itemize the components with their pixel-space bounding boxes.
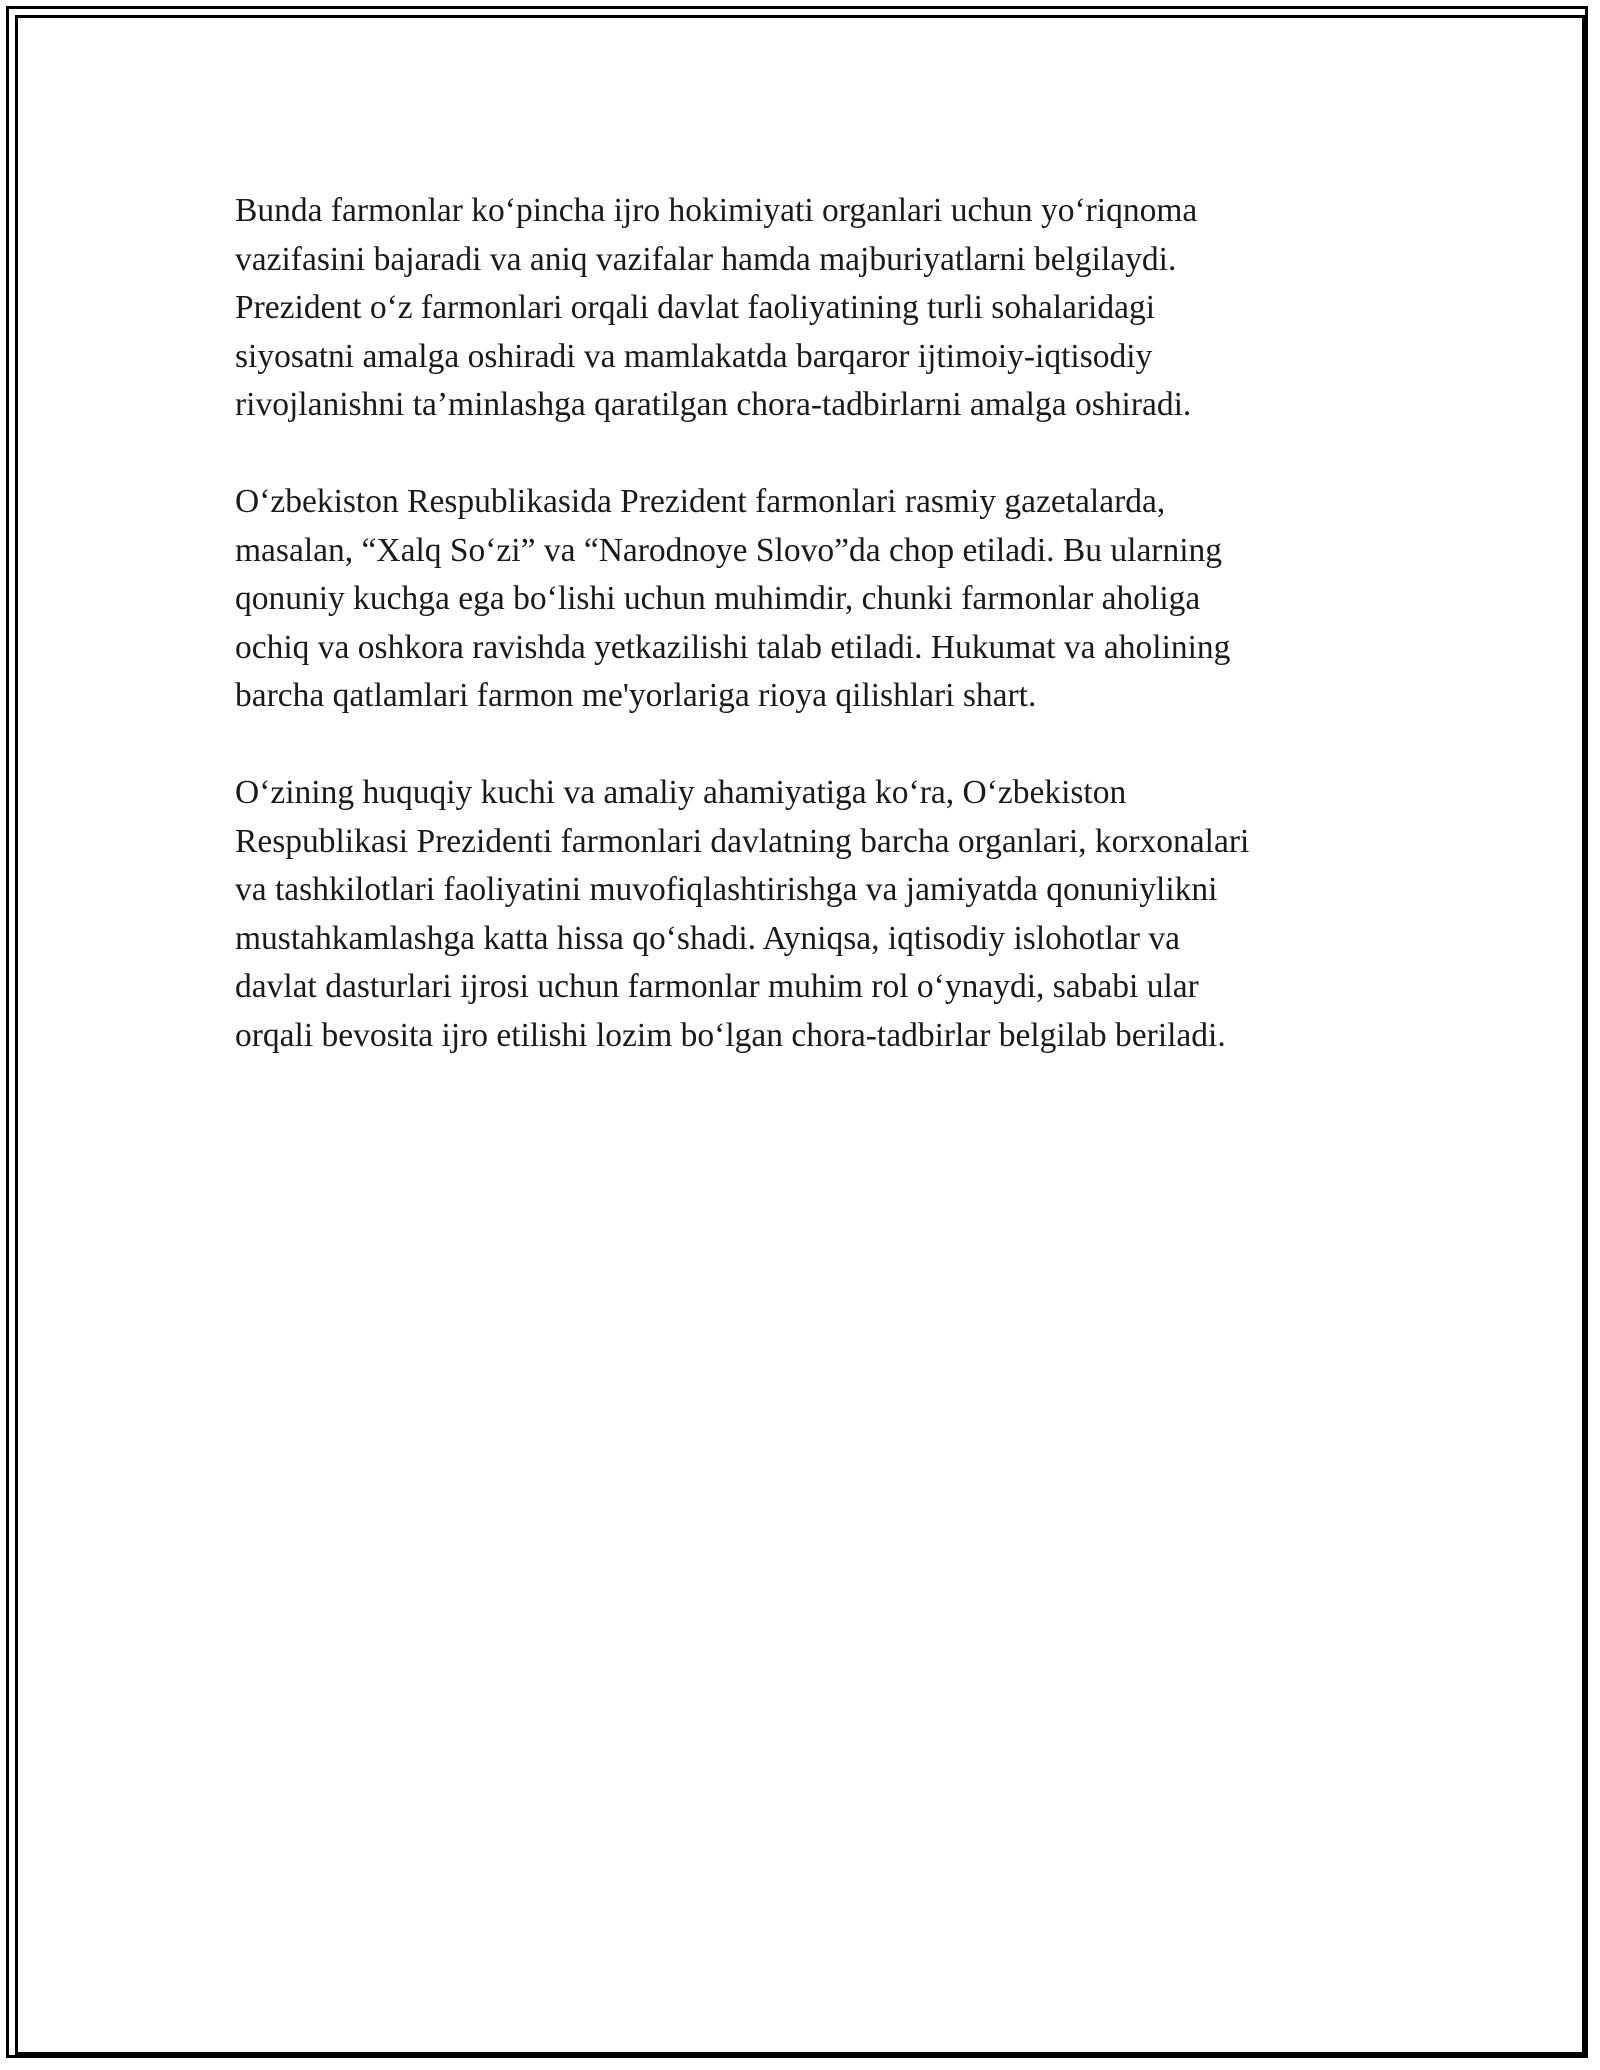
text-line: orqali bevosita ijro etilishi lozim bo‘lgan chora-tadbirlar belgilab beriladi. [235,1016,1226,1054]
text-line: siyosatni amalga oshiradi va mamlakatda barqaror ijtimoiy-iqtisodiy [235,337,1153,375]
text-line: vazifasini bajaradi va aniq vazifalar hamda majburiyatlarni belgilaydi. [235,240,1177,278]
text-line: O‘zining huquqiy kuchi va amaliy ahamiyatiga ko‘ra, O‘zbekiston [235,774,1127,811]
paragraph-3 [235,769,1365,1060]
text-line: O‘zbekiston Respublikasida Prezident farmonlari rasmiy gazetalarda, [235,483,1166,520]
text-line: davlat dasturlari ijrosi uchun farmonlar muhim rol o‘ynaydi, sababi ular [235,968,1199,1005]
text-line: mustahkamlashga katta hissa qo‘shadi. Ayniqsa, iqtisodiy islohotlar va [235,919,1181,957]
text-line: Prezident o‘z farmonlari orqali davlat faoliyatining turli sohalaridagi [235,289,1156,326]
text-line: Bunda farmonlar ko‘pincha ijro hokimiyati organlari uchun yo‘riqnoma [235,192,1198,229]
text-line: va tashkilotlari faoliyatini muvofiqlashtirishga va jamiyatda qonuniylikni [235,871,1218,908]
paragraph-1 [235,187,1365,430]
text-line: rivojlanishni ta’minlashga qaratilgan chora-tadbirlarni amalga oshiradi. [235,386,1192,423]
paragraph-2 [235,478,1365,721]
text-line: barcha qatlamlari farmon me'yorlariga rioya qilishlari shart. [235,677,1037,714]
text-line: qonuniy kuchga ega bo‘lishi uchun muhimdir, chunki farmonlar aholiga [235,580,1201,617]
text-line: Respublikasi Prezidenti farmonlari davlatning barcha organlari, korxonalari [235,822,1250,860]
text-line: ochiq va oshkora ravishda yetkazilishi talab etiladi. Hukumat va aholining [235,628,1231,666]
document-body [235,187,1365,1109]
text-line: masalan, “Xalq So‘zi” va “Narodnoye Slovo”da chop etiladi. Bu ularning [235,531,1223,569]
